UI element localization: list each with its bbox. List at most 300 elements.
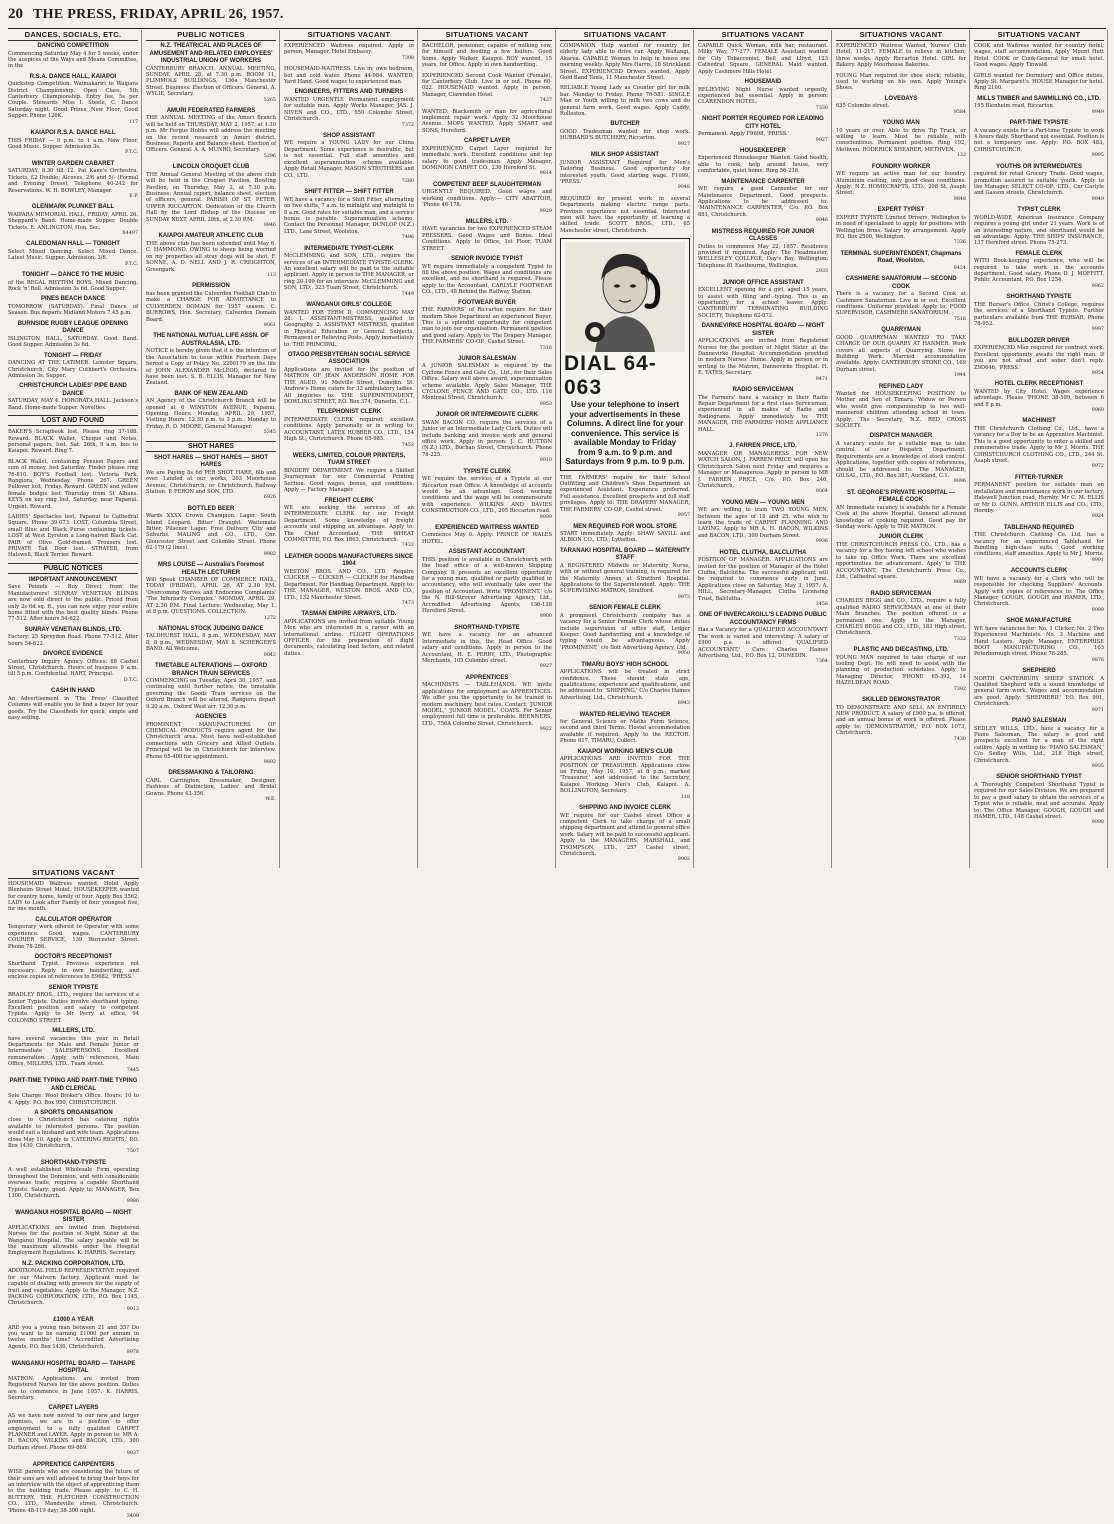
ad-heading: CALCULATOR OPERATOR — [35, 916, 112, 923]
ad-heading: PART-TIME TYPISTE — [1009, 120, 1069, 127]
classified-ad — [8, 627, 138, 647]
ad-ref: 5265 — [263, 97, 276, 103]
ad-heading: TONIGHT — FRIDAY — [43, 352, 102, 359]
classified-ad — [146, 714, 276, 766]
ad-body: An Advertisement in 'The Press' Classified Columns will enable you to find a buyer for your goods. Try the Classifieds for quick, simple and easy selling. — [8, 695, 138, 721]
ad-body: 10 years or over. Able to drive Tip Truck, or willing to learn. Must be reliable with conscientious. Permanent position. Ring 192, Methven. RODERICK SHEARER, METHVEN. — [836, 127, 966, 153]
ad-ref: 9042 — [263, 652, 276, 658]
classified-ad — [146, 391, 276, 437]
classified-ad — [974, 207, 1104, 247]
ad-heading: EXPERIENCED WAITRESS WANTED — [435, 524, 539, 531]
ad-heading: DANCING COMPETITION — [37, 43, 109, 49]
ad-ref: 9064 — [815, 489, 828, 495]
ad-ref: 9978 — [126, 1350, 139, 1356]
ad-heading: BANK OF NEW ZEALAND — [174, 390, 248, 397]
classified-ad — [836, 251, 966, 272]
classified-ad — [146, 333, 276, 386]
ad-body: WE are seeking the services of an INTERMEDIATE CLERK for our Freight Department. Some knowledge of freight accounts and shipping an advantage. Apply to: The Chief Accountant, THE WHEAT COMMITTEE, P.O. Box 1863, Christchurch. — [284, 505, 414, 544]
ad-heading: EXPERT TYPIST — [877, 207, 925, 214]
ad-ref: 7449 — [401, 291, 414, 297]
ad-heading: SUNRAY VENETIAN BLINDS, LTD. — [24, 626, 122, 633]
classified-ad — [8, 459, 138, 510]
columns-grid — [8, 30, 1108, 1519]
classified-ad — [284, 89, 414, 129]
classified-ad — [560, 749, 690, 801]
column-5 — [560, 30, 694, 868]
classified-ad — [974, 96, 1104, 116]
ad-heading: TELEPHONIST CLERK — [316, 409, 382, 416]
ad-body: WE are willing to train TWO YOUNG MEN, between the ages of 18 and 25, who wish to learn the trade of CARPET PLANNING AND LAYING. Apply to MR A. H. BACON, WILKINS and BACON, LTD., 300 Durham Street. — [698, 507, 828, 539]
ad-heading: ACCOUNTS CLERK — [1010, 568, 1068, 575]
ad-body: required for retail Grocery Trade. Good wages, promotion assured to suitable youth. Apply to the Manager, SELECT CO-OP., LTD., Cnr Carlyle and Gasson streets, Christchurch. — [974, 171, 1104, 197]
ad-ref: 9982 — [263, 551, 276, 557]
ad-heading: REFINED LADY — [878, 383, 924, 390]
ad-ref: 9927 — [539, 664, 552, 670]
ad-ref: 9946 — [263, 223, 276, 229]
classified-ad — [836, 697, 966, 743]
classified-ad — [8, 383, 138, 411]
ad-heading: MILLS TIMBER and SAWMILLING CO., LTD. — [977, 95, 1101, 102]
ad-body: APPLICATIONS are invited from Registered Nurses for the position of Night Sister at the Wanganui Hospital. The salary payable will be the maximum allowable under the Hospital Employment Regulations. K. HARRIS, Secretary. — [8, 1224, 139, 1257]
ad-body: Temporary work offered to Operator with some experience. Good wages. CANTERBURY COURIER SERVICE, 139 Worcester Street. Phone 78-286. — [8, 924, 139, 950]
classified-ad — [8, 1028, 139, 1074]
ad-heading: JUNIOR CLERK — [878, 534, 924, 541]
classified-ad — [8, 881, 139, 913]
classified-ad — [836, 591, 966, 643]
ad-heading: TYPISTE CLERK — [463, 468, 511, 475]
column-3 — [284, 30, 418, 868]
ad-body: ARE you a young man between 21 and 35? Do you want to be earning £1000 per annum in twelve months' time? Accredited Advertising Agents, P.O. Box 1430, Christchurch. — [8, 1324, 139, 1350]
ad-body: There is a vacancy for a Second Cook at Cashmere Sanatorium. Live in or out. Excellent conditions. Uniforms provided. Apply to: FOOD SUPERVISOR, CASHMERE SANATORIUM. — [836, 291, 966, 317]
ad-ref: 2933 — [815, 269, 828, 275]
ad-body: THE Christchurch Clothing Co. Ltd. has a vacancy for an experienced Tablehand for Bundling high-class suits. Good working conditions, staff amenities. Apply to Mr J. Morris. — [974, 532, 1104, 558]
ad-body: We are Paying 8s 6d PER SHOT HARE, 6lb and over. Landed at our works, 203 Moorhouse Avenue, Christchurch, or Christchurch Railway Station. P. FERON and SON, LTD. — [146, 469, 276, 495]
dial-advertisement — [560, 238, 690, 471]
column-6 — [698, 30, 832, 868]
classified-ad — [560, 121, 690, 148]
ad-body: APPLICATIONS ARE INVITED FOR THE POSITION OF TREASURER. Applications close on Friday, May 10, 1957, at 8 p.m., marked 'Treasurer,' and addressed to the Secretary, Kaiapoi Working Men's Club, Kaiapoi. A. BOLLINGTON, Secretary. — [560, 756, 690, 795]
column-4 — [422, 30, 556, 868]
classified-ad — [974, 251, 1104, 291]
ad-heading: SENIOR SHORTHAND TYPIST — [996, 774, 1082, 781]
classified-ad — [560, 196, 690, 234]
ad-ref: 9876 — [1091, 657, 1104, 663]
ad-heading: MACHINIST — [1022, 418, 1056, 425]
ad-body: DANCING AT THE LATIMER. Leinster Square, Christchurch. City Mary Cuthbert's Orchestra. Admission 3s. Supper. — [8, 360, 138, 379]
classified-ad — [698, 280, 828, 320]
classified-ad — [8, 577, 138, 623]
ad-heading: PERMISSION — [192, 283, 230, 290]
ad-heading: FOUNDRY WORKER — [871, 163, 931, 170]
ad-heading: THE NATIONAL MUTUAL LIFE ASSN. OF AUSTRALASIA, LTD. — [153, 333, 269, 347]
ad-body: WE require a good Carpenter for our Maintenance Department. Good prospects. Applications to be addressed to: 'MAINTENANCE CARPENTER,' C/o. P.O. Box 881, Christchurch. — [698, 186, 828, 218]
ad-heading: TIMARU BOYS' HIGH SCHOOL — [581, 661, 669, 668]
ad-heading: SHORTHAND TYPISTE — [1006, 294, 1072, 301]
ad-ref: 1276 — [815, 432, 828, 438]
classified-ad — [698, 323, 828, 383]
ad-heading: N.Z. THEATRICAL AND PLACES OF AMUSEMENT AND RELATED EMPLOYEES' INDUSTRIAL UNION OF WORKERS — [149, 43, 273, 64]
ad-heading: ONE OF INVERCARGILL'S LEADING PUBLIC ACCOUNTANCY FIRMS — [699, 612, 827, 626]
ad-body: ISLINGTON HALL, SATURDAY. Good Band. Good Supper. Admission 3s 6d. — [8, 335, 138, 349]
ad-ref: 1272 — [263, 615, 276, 621]
ad-heading: PIANO SALESMAN — [1011, 718, 1067, 725]
dial-phone-number: DIAL 64-063 — [564, 352, 657, 400]
classified-ad — [560, 524, 690, 544]
ad-body: A vacancy exists for a suitable man to take control of our Dispatch Department. Requirements are a knowledge of stock control. Applications, together with copies of references, should be addressed to: The MANAGER, GILSAL, LTD., P.O. Box 387, Auckland, C.1. — [836, 440, 966, 479]
classified-ad — [8, 917, 139, 950]
ad-ref: 9896 — [953, 479, 966, 485]
ad-ref: 9471 — [815, 376, 828, 382]
ad-heading: MILK SHOP ASSISTANT — [590, 152, 660, 159]
ad-ref: 9936 — [815, 539, 828, 545]
ad-ref: 9946 — [815, 218, 828, 224]
classified-ad — [8, 688, 138, 721]
classified-ad — [974, 381, 1104, 414]
ad-body: Sole Charge. Wool Broker's Office. Hours: 10 to 4. Apply: P.O. Box 950, CHRISTCHURCH. — [8, 1093, 139, 1106]
column-heading: DANCES, SOCIALS, ETC. — [8, 30, 138, 41]
ad-heading: TONIGHT — DANCE TO THE MUSIC — [21, 272, 125, 279]
ad-heading: FEMALE CLERK — [1015, 250, 1063, 257]
ad-heading: DOCTOR'S RECEPTIONIST — [34, 953, 113, 960]
ad-heading: J. FARREN PRICE, LTD. — [729, 443, 797, 450]
classified-ad — [974, 475, 1104, 521]
ad-body: The Farmers' have a vacancy in their Radio Repair Department for a first class Serviceman, experienced in all makes of Radio and Radiograms. Apply immediately to: THE MANAGER, THE FARMERS' HOME APPLIANCE HALL. — [698, 394, 828, 433]
classified-ad — [422, 73, 552, 105]
column-heading: SITUATIONS VACANT — [974, 30, 1104, 41]
classified-ad — [422, 525, 552, 545]
ad-heading: MILLERS, LTD. — [465, 218, 509, 225]
classified-ad — [560, 662, 690, 708]
section-heading: PUBLIC NOTICES — [8, 563, 138, 574]
ad-ref: 9948 — [677, 185, 690, 191]
ad-body: Save Pounds — Buy Direct from the Manufacturers! SUNRAY VENETIAN BLINDS are now sold direct to the public. Priced from only 2s 6d sq. ft., you can now enjoy your entire home fitted with the best quality blinds. Phone 77-512. After hours 54-622. — [8, 584, 138, 623]
classified-ad — [8, 1210, 139, 1257]
ad-body: WITH Book-keeping experience, who will be required to take work in the accounts department. Good salary. Phone D. J. MOFFITT, Public Accountant, P.O. Box 1254. — [974, 258, 1104, 284]
ad-body: WE require the services of a Typiste at our Riccarton road Office. A knowledge of accounts would be an advantage. Good working conditions and the wage will be commensurate with experience. WILKINS AND DAVIES CONSTRUCTION CO., LTD., 205 Riccarton road. — [422, 476, 552, 515]
classified-ad — [146, 283, 276, 329]
classified-ad — [8, 1078, 139, 1106]
ad-ref: 9999 — [539, 514, 552, 520]
ad-heading: MISTRESS REQUIRED FOR JUNIOR CLASSES — [711, 228, 815, 243]
ad-heading: JUNIOR SALESMAN — [457, 355, 516, 362]
ad-heading: ENGINEERS, FITTERS AND TURNERS — [294, 89, 404, 96]
ad-ref: 9924 — [1091, 514, 1104, 520]
ad-ref: 9950 — [677, 651, 690, 657]
classified-ad — [422, 625, 552, 671]
classified-ad — [8, 1110, 139, 1156]
ad-body: CARL Carrington, Dressmaker, Designer, Fashions of Distinction, Ladies' and Bridal Gowns. Phone 43-356. — [146, 777, 276, 797]
classified-ad — [8, 296, 138, 316]
ad-ref: 9953 — [539, 401, 552, 407]
classified-ad — [8, 1317, 139, 1357]
ad-ref: 7316 — [539, 345, 552, 351]
classified-ad — [698, 500, 828, 546]
classified-ad — [8, 1160, 139, 1206]
ad-body: WE have a vacancy for an advanced Intermediate in this, the Head Office. Good salary and conditions. Apply in person to the Accountant, H. E. PERRY, LTD., Photographic Merchants, 105 Colombo street. — [422, 632, 552, 664]
classified-ad — [560, 805, 690, 864]
ad-body: REQUIRED for present work in several Departments making electric range parts. Previous experience not essential. Interested men will have the opportunity of learning a skilled trade. SCOTT BROS., LTD., 65 Manchester street, Christchurch. — [560, 195, 690, 234]
ad-heading: CARPET LAYERS — [48, 1405, 99, 1412]
classified-ad — [422, 469, 552, 521]
ad-body: TALDHURST HALL, 8 p.m., WEDNESDAY, MAY 8, 8 p.m., WEDNESDAY, MAY 8. SCHERGER'S BAND. All Welcome. — [146, 633, 276, 653]
ad-ref: 5296 — [263, 153, 276, 159]
ad-body: WE have a vacancy for a Clerk who will be responsible for checking Suppliers' Accounts. Apply with copies of references to: The Office Manager, GOUGH, GOUGH and HAMER, LTD., Christchurch. — [974, 575, 1104, 608]
classified-ad — [146, 770, 276, 803]
ad-body: Applications are invited for the position of MATRON OF JEAN ANDERSON HOME FOR THE AGED, 91 Melville Street, Dunedin. St. Andrew's Home caters for 33 ambulatory ladies. All inquiries to: THE SUPERINTENDENT, DOWLING STREET, P.O. Box 374, Dunedin, C.1. — [284, 366, 414, 405]
ad-heading: OTAGO PRESBYTERIAN SOCIAL SERVICE ASSOCIATION — [287, 351, 411, 366]
ad-ref: 9973 — [677, 594, 690, 600]
column-7 — [836, 30, 970, 868]
ad-heading: DISPATCH MANAGER — [869, 433, 933, 440]
classified-ad — [284, 66, 414, 85]
ad-body: WESTON BROS. AND CO., LTD. Require CLICKER — CLICKER — CLICKER for Handbag Department. For Handbag Department. Apply to: THE MANAGER, WESTON BROS. AND CO., LTD., 132 Manchester Street. — [284, 568, 414, 601]
ad-body: WISE parents who are considering the future of their sons are well advised to bring their boys for an interview with the object of apprenticing them to the building trade. Please apply: to C. H. BUTTERY, THE FLETCHER CONSTRUCTION CO., LTD., Mandeville street, Christchurch. 'Phone 48-119 day; 38-300 night. — [8, 1469, 139, 1514]
ad-body: Canterbury Inquiry Agency. Offices: 68 Cashel Street, Christchurch. Hours of business 9 a.m. till 5 p.m. Confidential. HART, Principal. — [8, 658, 138, 678]
ad-ref: 9927 — [677, 141, 690, 147]
classified-ad — [8, 130, 138, 157]
ad-body: THE FARMERS' require for their School Outfitting and Children's Shoe Department an experienced Assistant. Experience preferred. Full assistance. Excellent prospects and full staff privileges. Apply to: THE DRAPERY MANAGER, THE FARMERS' CO-OP., Cashel street. — [560, 474, 690, 513]
ad-heading: N.Z. PACKING CORPORATION, LTD. — [22, 1260, 125, 1267]
ad-body: POSITION OF MANAGER. APPLICATIONS are invited for the position of Manager of the Hotel Clutha, Balclutha. The successful applicant will be required to commence early in June. Applications close on Saturday, May 3, 1957. A. HILL, Secretary-Manager, Clutha Licensing Trust, Balclutha. — [698, 557, 828, 602]
ad-body: EXPERT TYPISTE Limited Drivers. Wellington is in need of specialised to apply for positions with Wellington firms. Salary by arrangement. Apply P.O. Box 2500, Wellington. — [836, 214, 966, 240]
ad-ref: 9995 — [1091, 153, 1104, 159]
ad-body: MANAGER OR MANAGERESS FOR NEW WATCH SALON. J. FARREN PRICE will open his Christchurch Salon next Friday and requires a Manager or Manageress. Apply in person to MR J. FARREN PRICE, C/o. P.O. Box 246, Christchurch. — [698, 450, 828, 489]
column-1 — [8, 30, 142, 868]
column-heading: PUBLIC NOTICES — [146, 30, 276, 41]
ad-body: THE FARMERS' of Riccarton require for their modern Shoe Department an experienced Buyer. This is a splendid opportunity for competent man to join our organisation. Permanent position and good salary. Apply to: The Drapery Manager, THE FARMERS' CO-OP., Cashel Street. — [422, 307, 552, 346]
ad-body: A well established Wholesale Firm operating throughout the Dominion, and with considerable overseas trade, requires a capable Shorthand Typiste. Salary: good. Apply to: MANAGER, Box 1300, Christchurch. — [8, 1167, 139, 1199]
page-title: THE PRESS, FRIDAY, APRIL 26, 1957. — [33, 7, 284, 22]
classified-ad — [8, 272, 138, 292]
ad-heading: NIGHT PORTER REQUIRED FOR LEADING CITY HOTEL — [702, 116, 824, 130]
classified-ad — [146, 43, 276, 104]
ad-heading: SHOE MANUFACTURE — [1006, 618, 1072, 625]
classified-ad — [974, 338, 1104, 378]
classified-ad — [974, 525, 1104, 565]
ad-ref: 9971 — [1091, 707, 1104, 713]
ad-heading: RADIO SERVICEMAN — [732, 387, 794, 394]
ad-ref: 7427 — [539, 98, 552, 104]
ad-heading: SENIOR TYPISTE — [48, 984, 99, 991]
ad-ref: 9935 — [1091, 764, 1104, 770]
masthead — [8, 6, 1106, 29]
classified-ad — [146, 164, 276, 229]
ad-body: THIS FRIDAY — 9 p.m. to 1 a.m. New Floor. Good Music. Supper. Admission 3s. — [8, 137, 138, 150]
classified-ad — [560, 85, 690, 117]
ad-body: BAKER'S Scrapbook lost. Please ring 37-188. Reward. BLACK Wallet, Cheque and Notes, personal papers, lost. Sat. 26th, 9 a.m. bus to Kaiapoi. Reward. Ring 7. — [8, 429, 138, 455]
ad-heading: PINES BEACH DANCE — [40, 296, 105, 303]
ad-heading: WANTED RELIEVING TEACHER — [579, 711, 671, 718]
classified-ad — [974, 568, 1104, 614]
ad-heading: MEN REQUIRED FOR WOOL STORE — [573, 523, 677, 530]
ad-heading: ST. GEORGE'S PRIVATE HOSPITAL — FEMALE COOK — [847, 489, 955, 504]
column-9 — [8, 868, 142, 1524]
ad-body: EXCELLENT opening for a girl, aged 15 years, to assist with filing and typing. This is an opportunity for a school leaver. Apply: CANTERBURY TERMINATING BUILDING SOCIETY, Telephone 62-072. — [698, 287, 828, 319]
classified-ad — [698, 387, 828, 439]
classified-ad — [698, 148, 828, 175]
ad-heading: £1000 A YEAR — [53, 1317, 94, 1324]
ad-heading: FITTER-TURNER — [1015, 474, 1063, 481]
ad-body: of the REGAL RHYTHM BOYS. Mixed Dancing. Rock 'n' Roll. Admission 3s 6d. Good Supper. — [8, 279, 138, 293]
ad-heading: AGENCIES — [195, 714, 227, 721]
ad-heading: BOTTLED BEER — [187, 505, 235, 512]
ad-heading: APPRENTICE CARPENTERS — [32, 1461, 115, 1468]
ad-body: WAIPARA MEMORIAL HALL, FRIDAY, APRIL 26. Sheppard's Band. Home-made Supper. Double Tickets. E. ANLINGTON, Hon. Sec. — [8, 211, 138, 231]
ad-body: MACHINISTS — TABLEHANDS. WE invite applications for employment as APPRENTICES. We offer you the opportunity to be trained in modern machinery, best rates. Contact: 'JUNIOR MODEL,' 'JUNIOR MODEL.' COATS. For Senior employment full time is preferable. BEENNERS, LTD., 756A Colombo Street, Christchurch. — [422, 682, 552, 727]
classified-ad — [8, 651, 138, 684]
classified-ad — [698, 179, 828, 225]
ad-body: CANTERBURY BRANCH. ANNUAL MEETING, SUNDAY, APRIL 28, at 7.30 p.m. ROOM 11, PLIMMOLS BUILDINGS, 136a Manchester Street. Business: Election of Officers. General. A. WYLIE, Secretary. — [146, 65, 276, 98]
ad-ref: P.T.C. — [125, 150, 138, 156]
ad-body: TO DEMONSTRATE AND SELL AN ENTIRELY NEW PRODUCT. A salary of £900 p.a. is offered, and an annual bonus of work is offered. Please apply to: 'DEMONSTRATOR,' P.O. BOX 1073, Christchurch. — [836, 704, 966, 737]
ad-ref: D.T.C. — [123, 677, 138, 683]
ad-heading: BURNSIDE RUGBY LEAGUE OPENING DANCE — [17, 320, 129, 335]
ad-heading: SHEPHERD — [1022, 668, 1056, 675]
column-heading: SITUATIONS VACANT — [422, 30, 552, 41]
section-heading: SHOT HARES — [146, 441, 276, 452]
ad-body: RELIEVING Night Nurse wanted urgently, experienced but essential. Apply in person: CLARENDON HOTEL. — [698, 86, 828, 106]
classified-ad — [974, 73, 1104, 92]
ad-ref: 1944 — [953, 373, 966, 379]
ad-body: SATURDAY, MAY 4. HORORATA HALL. Jackson's Band. Home-made Supper. Novelties. — [8, 398, 138, 411]
ad-heading: NATIONAL STOCK JUDGING DANCE — [158, 625, 264, 632]
ad-body: McCLEMMING and SON, LTD., require the services of an INTERMEDIATE TYPISTE-CLERK. An excellent salary will be paid to the suitable applicant. Apply in person to THE MANAGER, or ring 20-109 for an interview. McCLEMMING and SON, LTD., 323 Tuam Street, Christchurch. — [284, 253, 414, 292]
ad-heading: WINTER GARDEN CABARET — [31, 160, 115, 167]
classified-ad — [284, 133, 414, 185]
column-heading: SITUATIONS VACANT — [698, 30, 828, 41]
ad-heading: SHIPPING AND INVOICE CLERK — [579, 805, 671, 811]
ad-ref: 132 — [956, 153, 966, 159]
classified-ad — [146, 626, 276, 659]
classified-ad — [974, 164, 1104, 204]
ad-body: GOOD Tradesman wanted for shop work. HUBBARD'S BUTCHERY, Riccarton. — [560, 128, 690, 142]
ad-heading: TERMINAL SUPERINTENDENT, Chapmans Road, Woolston. — [840, 250, 962, 265]
classified-ad — [836, 490, 966, 531]
ad-body: A vacancy exists for a Part-time Typiste to work 4 hours daily. Shorthand not essential. Position is not a temporary one. Apply: P.O. BOX 483, CHRISTCHURCH. — [974, 127, 1104, 153]
ad-heading: KAIAPOI WORKING MEN'S CLUB — [577, 748, 673, 755]
ad-body: BINDERY DEPARTMENT. We require a Skilled Journeyman for our Commercial Printing Section. Good wages, bonus, and conditions. Apply — Factory Manager. — [284, 467, 414, 494]
ad-body: SEDLEY WILLS, LTD., have a vacancy for a Piano Salesman. The salary is good and prospects excellent for a man of the right calibre. Apply in writing to: 'PIANO SALESMAN,' C/o Sedley Wills, Ltd., 218 High street, Christchurch. — [974, 725, 1104, 764]
ad-body: CHARLES BEGG and CO., LTD., require a fully qualified RADIO SERVICEMAN at one of their Main Branches. The position offered is a permanent one. Apply to the Manager, CHARLES BEGG and CO., LTD., 183 High street, Christchurch. — [836, 598, 966, 637]
ad-heading: DIVORCE EVIDENCE — [43, 651, 103, 658]
classified-ad — [836, 384, 966, 430]
classified-ad — [974, 668, 1104, 714]
classified-ad — [422, 182, 552, 215]
ad-heading: CASH IN HAND — [51, 688, 95, 695]
classified-ad — [560, 712, 690, 745]
ad-body: WANTED URGENTLY. Permanent employment for suitable men. Apply Works Manager, JAS. J. NIVEN and CO., LTD., 550 Colombo Street, Christchurch. — [284, 96, 414, 123]
ad-heading: KAIAPOI AMATEUR ATHLETIC CLUB — [158, 233, 264, 240]
ad-heading: INTERMEDIATE TYPIST-CLERK — [304, 245, 394, 252]
ad-ref: 7453 — [401, 442, 414, 448]
ad-body: Quickstep Competition. Waimakariri to Waipara District Championship. Open Class, 5th Canterbury Championship. Entry fee, 5s per Couple. Stewards Miss I. Steele, C. Dance Saturday night. Good Prizes, New Floor, Good Supper. Phone 126K. — [8, 81, 138, 120]
ad-ref: 9962 — [1091, 283, 1104, 289]
ad-heading: BULLDOZER DRIVER — [1008, 337, 1070, 344]
ad-ref: 5345 — [263, 430, 276, 436]
ad-body: PROMINENT MANUFACTURERS OF CHEMICAL PRODUCTS require agent for the Christchurch area. Must have well-established connections with Grocery and Allied Outlets. Principal will be in Christchurch for interview. Phone 65-408 for appointment. — [146, 721, 276, 760]
ad-body: YOUNG MAN required to take charge of our tooling Dept. He will need to assist with the planning of production schedules. Apply to Managing Director, 'PHONE 65-392, 14 HAZELDEAN ROAD. — [836, 654, 966, 687]
ad-heading: COMPETENT BEEF SLAUGHTERMAN — [433, 181, 541, 188]
classified-ad — [146, 455, 276, 502]
ad-body: YOUNG Man required for shoe stock; reliable, used to working on his own. Apply Young's Shoes. — [836, 72, 966, 92]
classified-ad — [698, 443, 828, 495]
classified-ad — [284, 554, 414, 607]
page-number: 20 — [8, 6, 23, 22]
classified-ad — [560, 152, 690, 192]
ad-body: A JUNIOR SALESMAN is required by the Cyclone Fence and Gate Co., Ltd., for their Sales Office. Salary well above award, superannuation scheme available. Apply Sales Manager, THE CYCLONE FENCE AND GATE CO., LTD. 118 Montreal Street, Christchurch. — [422, 363, 552, 402]
classified-ad — [422, 412, 552, 464]
ad-heading: RADIO SERVICEMAN — [870, 590, 932, 597]
classified-ad — [974, 294, 1104, 334]
classified-ad — [974, 774, 1104, 826]
ad-ref: 118 — [680, 794, 690, 800]
ad-ref: 7432 — [401, 543, 414, 549]
classified-ad — [560, 605, 690, 657]
ad-heading: SENIOR INVOICE TYPIST — [450, 256, 523, 263]
ad-ref: 9900 — [539, 614, 552, 620]
ad-body: BACHELOR, pensioner, capable of milking cow, for himself and feeding a few heifers. Good home. Apply Walker, Kaiapoi. BOY wanted, 15 years, for Office. Apply in own handwriting. — [422, 43, 552, 69]
classified-ad — [284, 453, 414, 494]
ad-ref: 9937 — [126, 1451, 139, 1457]
classified-ad — [8, 954, 139, 981]
classified-ad — [284, 43, 414, 62]
ad-heading: SHIFT FITTER — SHIFT FITTER — [304, 189, 394, 196]
ad-body: Experienced Housekeeper Wanted. Good health, able to cook, help around house, very comfortable, quiet home. Ring 56-238. — [698, 155, 828, 175]
ad-ref: 9999 — [1091, 607, 1104, 613]
ad-heading: BUTCHER — [610, 121, 640, 128]
ad-body: AS we have now moved to our new and larger premises, we are in a position to offer employment to a fully qualified CARPET PLANNER and LAYER. Apply in person to: MR A. H. BACON, WILKINS and BACON, LTD., 300 Durham street. Phone 69-869. — [8, 1412, 139, 1451]
ad-ref: 7507 — [126, 1149, 139, 1155]
column-8 — [974, 30, 1108, 868]
ad-heading: SHORTHAND-TYPISTE — [454, 624, 520, 631]
classified-ad — [284, 611, 414, 657]
ad-ref: X4497 — [122, 231, 138, 237]
ad-body: Commencing Saturday May 4 for 5 weeks, under the auspices of the Ways and Means Committee, in the — [8, 50, 138, 70]
ad-body: HAVE vacancies for two EXPERIENCED STEAM PRESSERS. Good Wages and Bonus. Ideal Conditions. Apply to Office, 1st Floor, TUAM STREET. — [422, 226, 552, 252]
ad-ref: 9986 — [126, 1199, 139, 1205]
ad-body: 195 Blenheim road, Riccarton. — [974, 103, 1055, 110]
section-heading: LOST AND FOUND — [8, 415, 138, 426]
ad-body: AN Immediate vacancy is available for a Female Cook at the above Hospital. General all-round knowledge of cooking required. Good pay for Sunday work. Apply to THE MATRON. — [836, 504, 966, 531]
ad-body: THE Christchurch Clothing Co., Ltd., have a vacancy for a Boy to be an Apprentice Machinist. This is a good opportunity to enter a skilled and remunerative trade. Apply to Mr J. Morris. THE CHRISTCHURCH CLOTHING CO., LTD., 244 St. Asaph street. — [974, 425, 1104, 464]
classified-ad — [8, 241, 138, 268]
classified-ad — [974, 418, 1104, 470]
classified-ad — [698, 116, 828, 144]
classified-ad — [146, 663, 276, 710]
ad-ref: 9061 — [263, 322, 276, 328]
ad-heading: SENIOR FEMALE CLERK — [589, 605, 661, 612]
ad-body: APPLICATIONS are invited from Registered Nurses for the position of Night Sister at the Dannevirke Hospital. Accommodation provided in modern Nurses' Home. Apply in person or in writing to the Matron, Dannevirke Hospital. H. E. YATES, Secretary. — [698, 338, 828, 377]
classified-ad — [974, 718, 1104, 770]
classified-ad — [836, 43, 966, 69]
ad-heading: YOUTHS OR INTERMEDIATES — [996, 163, 1082, 170]
ad-body: AN Agency of the Christchurch Branch will be opened at 6 WINSTON AVENUE, Papanui. Opening Hours: Monday, APRIL 29, 1957, Visiting Hours: 12.30 p.m. to 3 p.m., Monday to Friday. R. D. MOORE, General Manager. — [146, 398, 276, 430]
ad-body: TOMORROW (SATURDAY). Final Dance of Season. Bus departs Midland Motors 7.45 p.m. — [8, 303, 138, 317]
ad-ref: 7372 — [401, 122, 414, 128]
classified-ad — [560, 43, 690, 81]
classified-ad — [8, 514, 138, 559]
ad-body: THE CHRISTCHURCH PRESS CO., LTD., has a vacancy for a Boy having left school who wishes to take up Office Work. There are excellent opportunities for advancement. Apply to THE ACCOUNTANT, The Christchurch Press Co., Ltd., Cathedral square. — [836, 541, 966, 580]
ad-heading: HOTEL CLERK RECEPTIONIST — [994, 381, 1084, 388]
classified-ad — [8, 353, 138, 380]
ad-body: Will Speak CHAMBER OF COMMERCE HALL, TODAY (FRIDAY), APRIL 26, AT 2.30 P.M. 'Overcoming Nerves and Endocrine Complaints' 'The Inferiority Complex.' MONDAY, APRIL 29, AT 2.30 P.M. Final Lecture: Wednesday, May 1, at 8 p.m. QUESTIONS. COLLECTION. — [146, 577, 276, 616]
ad-body: WE require immediately a competent Typist to fill the above position. Wages and conditions are excellent, and no shorthand is required. Please apply to the Accountant, CARLYLE FOOTWEAR CO., LTD., 48 Behind the Railway Station. — [422, 263, 552, 296]
ad-heading: CARPET LAYER — [463, 138, 511, 145]
ad-ref: 7398 — [401, 55, 414, 61]
ad-body: ADDITIONAL FIELD REPRESENTATIVE required for our Malvern factory. Applicant must be capable of dealing with growers for the supply of fruit and vegetables. Apply to the Manager, N.Z. PACKING CORPORATION, LTD., P.O. Box 1145, Christchurch. — [8, 1268, 139, 1307]
ad-ref: 9997 — [1091, 327, 1104, 333]
column-heading: SITUATIONS VACANT — [560, 30, 690, 41]
